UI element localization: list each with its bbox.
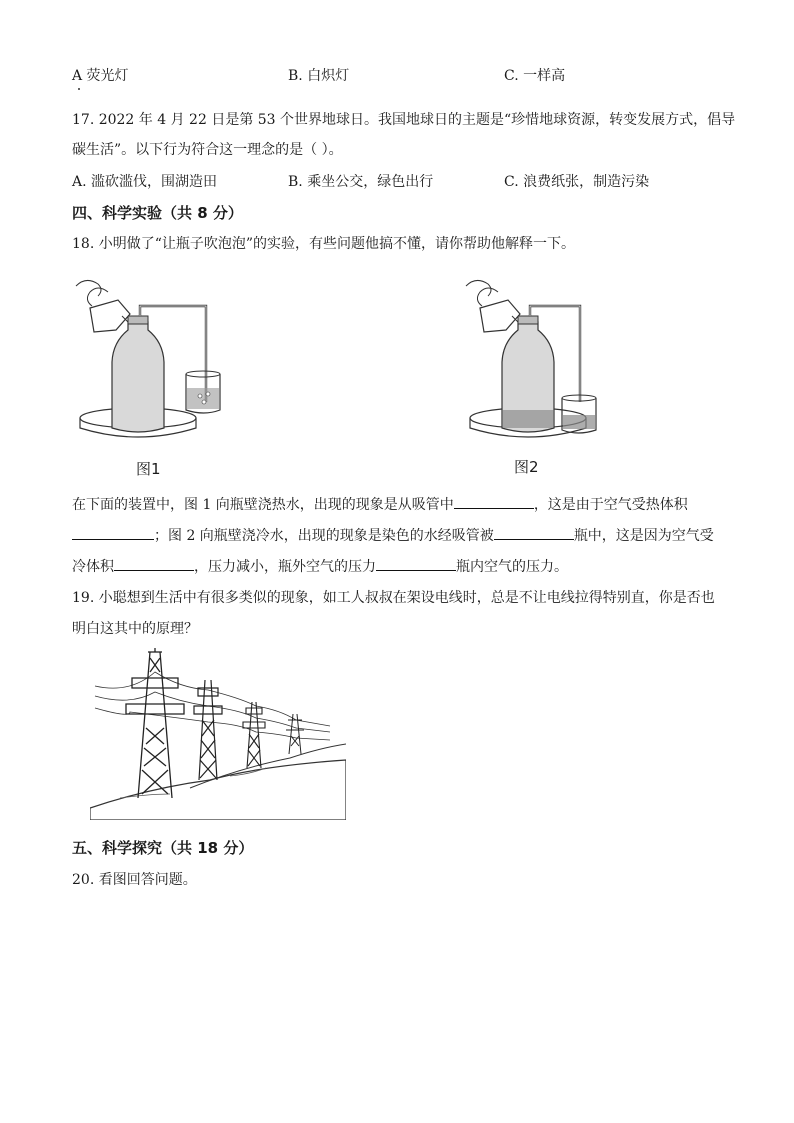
section5-heading: 五、科学探究（共 18 分）: [72, 839, 254, 857]
q18-intro: 18. 小明做了“让瓶子吹泡泡”的实验，有些问题他搞不懂，请你帮助他解释一下。: [72, 236, 576, 252]
q17-option-c: C. 浪费纸张，制造污染: [504, 174, 650, 190]
answer-blank-1[interactable]: [454, 494, 534, 509]
q16-option-a: A 荧光灯: [72, 68, 129, 84]
figure-1-caption: 图1: [136, 460, 161, 478]
q16-option-b: B. 白炽灯: [288, 68, 350, 84]
q17-line2: 碳生活”。以下行为符合这一理念的是（ ）。: [72, 142, 343, 158]
q18-text-part: 瓶内空气的压力。: [456, 559, 568, 575]
q17-line1: 17. 2022 年 4 月 22 日是第 53 个世界地球日。我国地球日的主题是“珍惜地球资源，转变发展方式，倡导: [72, 112, 736, 128]
q18-text-part: 冷体积: [72, 559, 114, 575]
q17-option-a: A. 滥砍滥伐，围湖造田: [72, 174, 218, 190]
q19-line1: 19. 小聪想到生活中有很多类似的现象，如工人叔叔在架设电线时，总是不让电线拉得特别直，你是否也: [72, 590, 715, 606]
q18-text-part: ；图 2 向瓶壁浇冷水，出现的现象是染色的水经吸管被: [154, 528, 494, 544]
figure-2-bottle-cold-water: [458, 270, 628, 450]
answer-blank-5[interactable]: [376, 556, 456, 571]
q18-text-part: 瓶中，这是因为空气受: [573, 528, 714, 544]
q18-text-part: 在下面的装置中，图 1 向瓶壁浇热水，出现的现象是从吸管中: [72, 497, 454, 513]
q19-line2: 明白这其中的原理？: [72, 621, 198, 637]
stray-dot: [78, 88, 80, 90]
section4-heading: 四、科学实验（共 8 分）: [72, 204, 243, 222]
q18-text-line3: [72, 556, 568, 577]
q18-text-line2: [72, 525, 714, 546]
q17-option-b: B. 乘坐公交，绿色出行: [288, 174, 434, 190]
q18-text-part: ，压力减小，瓶外空气的压力: [194, 559, 376, 575]
power-towers-illustration: [90, 648, 346, 820]
q18-text-part: ，这是由于空气受热体积: [533, 497, 688, 513]
figure-1-bottle-hot-water: [68, 270, 238, 450]
q18-text-line1: [72, 494, 688, 515]
figure-2-caption: 图2: [514, 458, 539, 476]
answer-blank-4[interactable]: [114, 556, 194, 571]
q20-line1: 20. 看图回答问题。: [72, 872, 197, 888]
answer-blank-3[interactable]: [494, 525, 574, 540]
answer-blank-2[interactable]: [72, 525, 154, 540]
q16-option-c: C. 一样高: [504, 68, 566, 84]
